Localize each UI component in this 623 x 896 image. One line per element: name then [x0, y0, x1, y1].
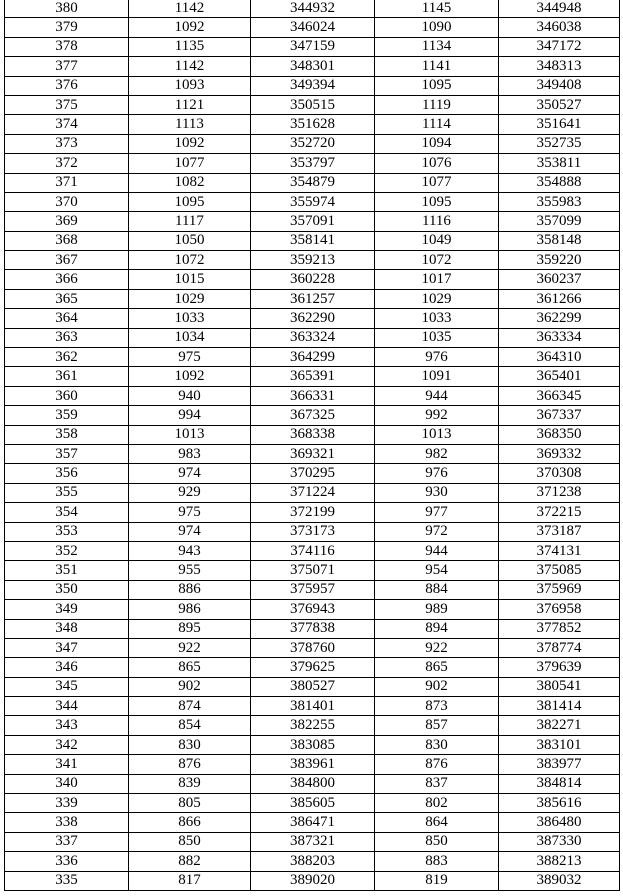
table-row — [5, 0, 620, 18]
count-b-cell: 864 — [375, 813, 499, 832]
cumulative-a-cell: 365391 — [251, 367, 375, 386]
cumulative-a-cell: 352720 — [251, 134, 375, 153]
cumulative-b-cell: 379639 — [499, 658, 620, 677]
table-row — [5, 871, 620, 890]
cumulative-a-cell: 378760 — [251, 638, 375, 657]
cumulative-a-cell: 371224 — [251, 483, 375, 502]
count-b-cell: 944 — [375, 541, 499, 560]
count-a-cell: 994 — [129, 406, 251, 425]
count-a-cell: 1142 — [129, 57, 251, 76]
cumulative-a-cell: 357091 — [251, 212, 375, 231]
count-b-cell: 850 — [375, 832, 499, 851]
count-b-cell: 902 — [375, 677, 499, 696]
cumulative-a-cell: 376943 — [251, 600, 375, 619]
cumulative-b-cell: 389032 — [499, 871, 620, 890]
score-cell: 363 — [5, 328, 129, 347]
count-b-cell: 883 — [375, 852, 499, 871]
score-cell: 339 — [5, 794, 129, 813]
score-cell: 346 — [5, 658, 129, 677]
count-a-cell: 895 — [129, 619, 251, 638]
count-b-cell: 819 — [375, 871, 499, 890]
count-a-cell: 1033 — [129, 309, 251, 328]
cumulative-b-cell: 374131 — [499, 541, 620, 560]
cumulative-a-cell: 372199 — [251, 503, 375, 522]
table-row — [5, 289, 620, 308]
count-a-cell: 1095 — [129, 192, 251, 211]
cumulative-a-cell: 386471 — [251, 813, 375, 832]
cumulative-a-cell: 385605 — [251, 794, 375, 813]
cumulative-a-cell: 388203 — [251, 852, 375, 871]
score-table-body — [5, 0, 620, 890]
table-row — [5, 270, 620, 289]
table-row — [5, 251, 620, 270]
count-a-cell: 1121 — [129, 95, 251, 114]
cumulative-a-cell: 375071 — [251, 561, 375, 580]
count-b-cell: 922 — [375, 638, 499, 657]
count-a-cell: 1093 — [129, 76, 251, 95]
count-b-cell: 1141 — [375, 57, 499, 76]
score-cell: 335 — [5, 871, 129, 890]
count-a-cell: 1135 — [129, 37, 251, 56]
count-b-cell: 1017 — [375, 270, 499, 289]
table-row — [5, 483, 620, 502]
cumulative-b-cell: 348313 — [499, 57, 620, 76]
cumulative-b-cell: 344948 — [499, 0, 620, 18]
count-a-cell: 854 — [129, 716, 251, 735]
cumulative-b-cell: 359220 — [499, 251, 620, 270]
count-b-cell: 1072 — [375, 251, 499, 270]
score-cell: 375 — [5, 95, 129, 114]
count-a-cell: 955 — [129, 561, 251, 580]
cumulative-a-cell: 348301 — [251, 57, 375, 76]
cumulative-a-cell: 387321 — [251, 832, 375, 851]
cumulative-b-cell: 349408 — [499, 76, 620, 95]
cumulative-b-cell: 357099 — [499, 212, 620, 231]
count-b-cell: 1076 — [375, 154, 499, 173]
cumulative-b-cell: 370308 — [499, 464, 620, 483]
score-cell: 344 — [5, 697, 129, 716]
cumulative-b-cell: 350527 — [499, 95, 620, 114]
count-a-cell: 805 — [129, 794, 251, 813]
cumulative-b-cell: 375969 — [499, 580, 620, 599]
table-row — [5, 328, 620, 347]
count-b-cell: 1090 — [375, 18, 499, 37]
cumulative-a-cell: 355974 — [251, 192, 375, 211]
cumulative-b-cell: 384814 — [499, 774, 620, 793]
count-b-cell: 954 — [375, 561, 499, 580]
score-cell: 369 — [5, 212, 129, 231]
table-row — [5, 154, 620, 173]
score-cell: 366 — [5, 270, 129, 289]
score-cell: 342 — [5, 735, 129, 754]
cumulative-b-cell: 361266 — [499, 289, 620, 308]
table-row — [5, 76, 620, 95]
table-row — [5, 813, 620, 832]
score-cell: 354 — [5, 503, 129, 522]
count-b-cell: 894 — [375, 619, 499, 638]
score-cell: 373 — [5, 134, 129, 153]
score-cell: 361 — [5, 367, 129, 386]
count-b-cell: 982 — [375, 444, 499, 463]
table-row — [5, 697, 620, 716]
score-cell: 350 — [5, 580, 129, 599]
count-b-cell: 1091 — [375, 367, 499, 386]
count-b-cell: 1013 — [375, 425, 499, 444]
count-a-cell: 974 — [129, 522, 251, 541]
count-b-cell: 977 — [375, 503, 499, 522]
count-a-cell: 1077 — [129, 154, 251, 173]
score-cell: 371 — [5, 173, 129, 192]
cumulative-a-cell: 383961 — [251, 755, 375, 774]
table-row — [5, 444, 620, 463]
cumulative-a-cell: 347159 — [251, 37, 375, 56]
count-a-cell: 940 — [129, 386, 251, 405]
table-row — [5, 192, 620, 211]
count-b-cell: 972 — [375, 522, 499, 541]
score-cell: 348 — [5, 619, 129, 638]
table-row — [5, 386, 620, 405]
cumulative-a-cell: 369321 — [251, 444, 375, 463]
count-a-cell: 817 — [129, 871, 251, 890]
score-cell: 364 — [5, 309, 129, 328]
cumulative-b-cell: 354888 — [499, 173, 620, 192]
count-b-cell: 992 — [375, 406, 499, 425]
cumulative-b-cell: 372215 — [499, 503, 620, 522]
count-a-cell: 874 — [129, 697, 251, 716]
cumulative-a-cell: 349394 — [251, 76, 375, 95]
table-row — [5, 774, 620, 793]
count-b-cell: 1095 — [375, 76, 499, 95]
count-a-cell: 1117 — [129, 212, 251, 231]
count-a-cell: 876 — [129, 755, 251, 774]
table-row — [5, 658, 620, 677]
cumulative-a-cell: 361257 — [251, 289, 375, 308]
cumulative-a-cell: 364299 — [251, 348, 375, 367]
cumulative-a-cell: 350515 — [251, 95, 375, 114]
table-row — [5, 231, 620, 250]
score-cell: 336 — [5, 852, 129, 871]
cumulative-a-cell: 381401 — [251, 697, 375, 716]
table-row — [5, 367, 620, 386]
count-a-cell: 1142 — [129, 0, 251, 18]
table-row — [5, 580, 620, 599]
table-row — [5, 561, 620, 580]
cumulative-a-cell: 353797 — [251, 154, 375, 173]
cumulative-a-cell: 374116 — [251, 541, 375, 560]
count-b-cell: 1134 — [375, 37, 499, 56]
cumulative-b-cell: 360237 — [499, 270, 620, 289]
cumulative-a-cell: 362290 — [251, 309, 375, 328]
count-a-cell: 902 — [129, 677, 251, 696]
cumulative-b-cell: 367337 — [499, 406, 620, 425]
count-a-cell: 839 — [129, 774, 251, 793]
cumulative-b-cell: 373187 — [499, 522, 620, 541]
cumulative-b-cell: 388213 — [499, 852, 620, 871]
score-cell: 380 — [5, 0, 129, 18]
cumulative-b-cell: 353811 — [499, 154, 620, 173]
count-b-cell: 1095 — [375, 192, 499, 211]
cumulative-b-cell: 385616 — [499, 794, 620, 813]
count-b-cell: 876 — [375, 755, 499, 774]
cumulative-b-cell: 386480 — [499, 813, 620, 832]
cumulative-a-cell: 367325 — [251, 406, 375, 425]
score-cell: 360 — [5, 386, 129, 405]
count-b-cell: 873 — [375, 697, 499, 716]
score-cell: 365 — [5, 289, 129, 308]
table-row — [5, 348, 620, 367]
count-b-cell: 865 — [375, 658, 499, 677]
cumulative-b-cell: 382271 — [499, 716, 620, 735]
score-cell: 338 — [5, 813, 129, 832]
table-row — [5, 832, 620, 851]
count-b-cell: 930 — [375, 483, 499, 502]
count-b-cell: 989 — [375, 600, 499, 619]
count-a-cell: 986 — [129, 600, 251, 619]
table-row — [5, 18, 620, 37]
cumulative-b-cell: 366345 — [499, 386, 620, 405]
score-cell: 374 — [5, 115, 129, 134]
score-cell: 368 — [5, 231, 129, 250]
score-cell: 353 — [5, 522, 129, 541]
count-b-cell: 944 — [375, 386, 499, 405]
count-b-cell: 976 — [375, 464, 499, 483]
score-cell: 345 — [5, 677, 129, 696]
table-row — [5, 134, 620, 153]
count-a-cell: 922 — [129, 638, 251, 657]
cumulative-a-cell: 375957 — [251, 580, 375, 599]
score-cell: 356 — [5, 464, 129, 483]
table-row — [5, 638, 620, 657]
cumulative-a-cell: 351628 — [251, 115, 375, 134]
table-row — [5, 852, 620, 871]
count-a-cell: 865 — [129, 658, 251, 677]
cumulative-b-cell: 362299 — [499, 309, 620, 328]
count-a-cell: 975 — [129, 348, 251, 367]
count-a-cell: 1029 — [129, 289, 251, 308]
count-b-cell: 857 — [375, 716, 499, 735]
cumulative-b-cell: 369332 — [499, 444, 620, 463]
table-row — [5, 464, 620, 483]
cumulative-b-cell: 380541 — [499, 677, 620, 696]
table-row — [5, 600, 620, 619]
cumulative-b-cell: 347172 — [499, 37, 620, 56]
count-b-cell: 1077 — [375, 173, 499, 192]
table-row — [5, 212, 620, 231]
table-row — [5, 115, 620, 134]
count-a-cell: 983 — [129, 444, 251, 463]
score-cell: 347 — [5, 638, 129, 657]
count-b-cell: 976 — [375, 348, 499, 367]
cumulative-a-cell: 368338 — [251, 425, 375, 444]
cumulative-a-cell: 366331 — [251, 386, 375, 405]
count-a-cell: 1015 — [129, 270, 251, 289]
cumulative-a-cell: 363324 — [251, 328, 375, 347]
table-row — [5, 735, 620, 754]
count-b-cell: 802 — [375, 794, 499, 813]
score-cell: 378 — [5, 37, 129, 56]
table-row — [5, 425, 620, 444]
score-cell: 341 — [5, 755, 129, 774]
score-cell: 355 — [5, 483, 129, 502]
cumulative-a-cell: 377838 — [251, 619, 375, 638]
score-cell: 340 — [5, 774, 129, 793]
cumulative-a-cell: 360228 — [251, 270, 375, 289]
cumulative-b-cell: 377852 — [499, 619, 620, 638]
count-a-cell: 866 — [129, 813, 251, 832]
count-b-cell: 1119 — [375, 95, 499, 114]
table-row — [5, 406, 620, 425]
cumulative-b-cell: 378774 — [499, 638, 620, 657]
table-row — [5, 173, 620, 192]
score-cell: 362 — [5, 348, 129, 367]
count-a-cell: 1092 — [129, 134, 251, 153]
score-cell: 372 — [5, 154, 129, 173]
table-row — [5, 37, 620, 56]
score-cell: 370 — [5, 192, 129, 211]
count-a-cell: 1050 — [129, 231, 251, 250]
table-row — [5, 503, 620, 522]
cumulative-b-cell: 365401 — [499, 367, 620, 386]
count-b-cell: 830 — [375, 735, 499, 754]
count-a-cell: 830 — [129, 735, 251, 754]
cumulative-a-cell: 382255 — [251, 716, 375, 735]
cumulative-a-cell: 370295 — [251, 464, 375, 483]
count-b-cell: 1116 — [375, 212, 499, 231]
cumulative-a-cell: 389020 — [251, 871, 375, 890]
score-cell: 351 — [5, 561, 129, 580]
cumulative-b-cell: 363334 — [499, 328, 620, 347]
cumulative-a-cell: 358141 — [251, 231, 375, 250]
count-b-cell: 1049 — [375, 231, 499, 250]
score-cell: 343 — [5, 716, 129, 735]
score-cell: 352 — [5, 541, 129, 560]
table-row — [5, 57, 620, 76]
count-b-cell: 884 — [375, 580, 499, 599]
count-b-cell: 1029 — [375, 289, 499, 308]
cumulative-b-cell: 351641 — [499, 115, 620, 134]
table-row — [5, 522, 620, 541]
cumulative-b-cell: 387330 — [499, 832, 620, 851]
count-b-cell: 1094 — [375, 134, 499, 153]
table-row — [5, 619, 620, 638]
cumulative-b-cell: 346038 — [499, 18, 620, 37]
cumulative-a-cell: 346024 — [251, 18, 375, 37]
count-a-cell: 929 — [129, 483, 251, 502]
cumulative-a-cell: 383085 — [251, 735, 375, 754]
cumulative-b-cell: 368350 — [499, 425, 620, 444]
count-a-cell: 1072 — [129, 251, 251, 270]
count-b-cell: 1114 — [375, 115, 499, 134]
count-a-cell: 1013 — [129, 425, 251, 444]
count-a-cell: 974 — [129, 464, 251, 483]
cumulative-b-cell: 376958 — [499, 600, 620, 619]
cumulative-b-cell: 371238 — [499, 483, 620, 502]
cumulative-b-cell: 381414 — [499, 697, 620, 716]
count-a-cell: 882 — [129, 852, 251, 871]
score-cell: 337 — [5, 832, 129, 851]
score-cell: 359 — [5, 406, 129, 425]
count-a-cell: 1113 — [129, 115, 251, 134]
cumulative-b-cell: 358148 — [499, 231, 620, 250]
cumulative-a-cell: 354879 — [251, 173, 375, 192]
score-cell: 367 — [5, 251, 129, 270]
cumulative-a-cell: 359213 — [251, 251, 375, 270]
table-row — [5, 794, 620, 813]
count-a-cell: 886 — [129, 580, 251, 599]
cumulative-b-cell: 355983 — [499, 192, 620, 211]
count-a-cell: 850 — [129, 832, 251, 851]
count-b-cell: 1033 — [375, 309, 499, 328]
count-b-cell: 1035 — [375, 328, 499, 347]
count-b-cell: 1145 — [375, 0, 499, 18]
score-table — [4, 0, 620, 891]
cumulative-b-cell: 364310 — [499, 348, 620, 367]
count-a-cell: 1034 — [129, 328, 251, 347]
count-b-cell: 837 — [375, 774, 499, 793]
cumulative-a-cell: 379625 — [251, 658, 375, 677]
table-row — [5, 309, 620, 328]
count-a-cell: 943 — [129, 541, 251, 560]
cumulative-b-cell: 375085 — [499, 561, 620, 580]
cumulative-b-cell: 383977 — [499, 755, 620, 774]
count-a-cell: 1092 — [129, 18, 251, 37]
count-a-cell: 975 — [129, 503, 251, 522]
score-cell: 379 — [5, 18, 129, 37]
table-row — [5, 541, 620, 560]
table-row — [5, 677, 620, 696]
cumulative-a-cell: 344932 — [251, 0, 375, 18]
table-row — [5, 716, 620, 735]
score-cell: 377 — [5, 57, 129, 76]
count-a-cell: 1092 — [129, 367, 251, 386]
table-row — [5, 95, 620, 114]
cumulative-a-cell: 384800 — [251, 774, 375, 793]
table-row — [5, 755, 620, 774]
score-cell: 349 — [5, 600, 129, 619]
score-cell: 358 — [5, 425, 129, 444]
cumulative-b-cell: 383101 — [499, 735, 620, 754]
cumulative-a-cell: 373173 — [251, 522, 375, 541]
count-a-cell: 1082 — [129, 173, 251, 192]
score-cell: 376 — [5, 76, 129, 95]
cumulative-a-cell: 380527 — [251, 677, 375, 696]
score-cell: 357 — [5, 444, 129, 463]
cumulative-b-cell: 352735 — [499, 134, 620, 153]
